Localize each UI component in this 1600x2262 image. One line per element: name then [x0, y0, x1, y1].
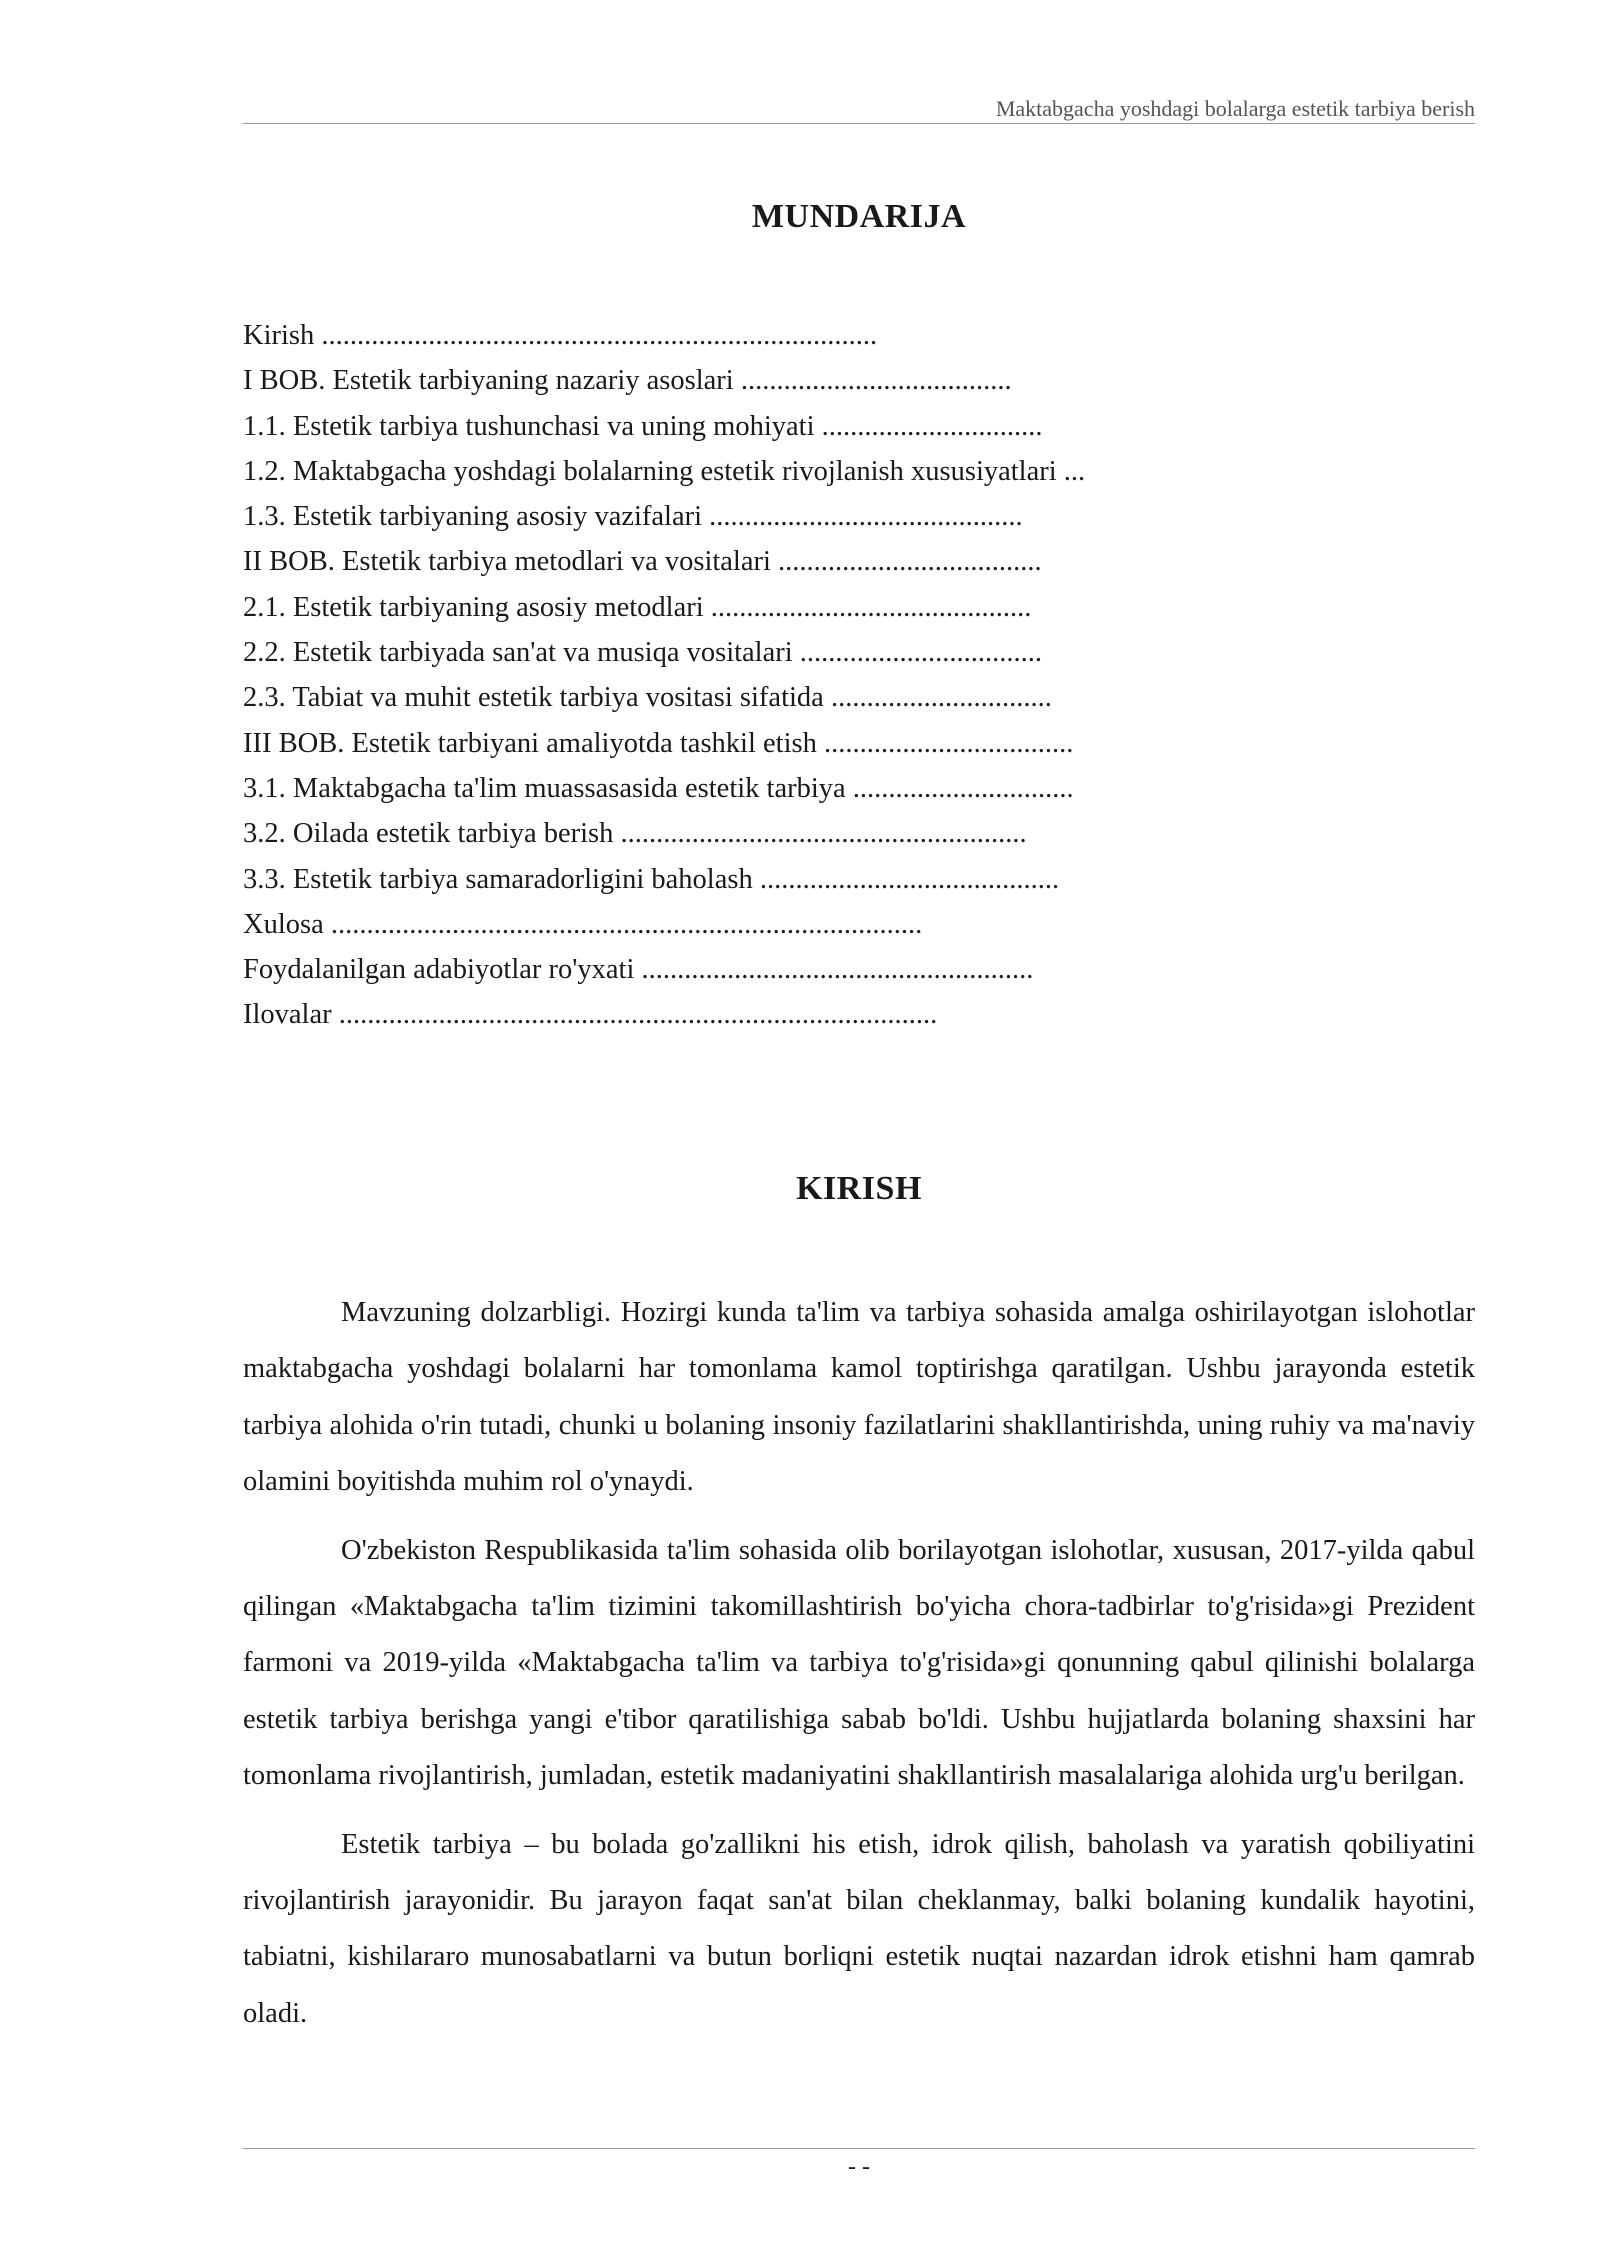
toc-item-3-3: 3.3. Estetik tarbiya samaradorligini baholash .......................................... — [243, 863, 1060, 895]
toc-item-references: Foydalanilgan adabiyotlar ro'yxati ....................................................... — [243, 954, 1034, 986]
toc-item-1-3: 1.3. Estetik tarbiyaning asosiy vazifalari ............................................ — [243, 501, 1023, 533]
toc-item-xulosa: Xulosa ................................................................................... — [243, 908, 923, 940]
toc-item-3-2: 3.2. Oilada estetik tarbiya berish ......................................................... — [243, 818, 1027, 850]
toc-item-1-2: 1.2. Maktabgacha yoshdagi bolalarning estetik rivojlanish xususiyatlari ... — [243, 455, 1086, 487]
toc-item-kirish: Kirish .............................................................................. — [243, 320, 878, 351]
intro-paragraph: Estetik tarbiya – bu bolada go'zallikni his etish, idrok qilish, baholash va yaratish qobiliyatini rivojlantirish jarayonidir. Bu jarayon faqat san'at bilan cheklanmay, balki bolaning kundalik hayotini, tabiatni, kishilararo munosabatlarni va butun borliqni estetik nuqtai nazardan idrok etishni ham qamrab oladi. — [243, 1828, 1475, 2029]
toc-item-2-3: 2.3. Tabiat va muhit estetik tarbiya vositasi sifatida ............................... — [243, 682, 1052, 714]
toc-title: MUNDARIJA — [751, 198, 967, 235]
toc-item-appendices: Ilovalar .................................................................................... — [243, 999, 938, 1031]
intro-body — [243, 1285, 1475, 2054]
intro-paragraph: Mavzuning dolzarbligi. Hozirgi kunda ta'lim va tarbiya sohasida amalga oshirilayotgan islohotlar maktabgacha yoshdagi bolalarni har tomonlama kamol toptirishga qaratilgan. Ushbu jarayonda estetik tarbiya alohida o'rin tutadi, chunki u bolaning insoniy fazilatlarini shakllantirishda, uning ruhiy va ma'naviy olamini boyitishda muhim rol o'ynaydi. — [243, 1297, 1475, 1498]
running-header: Maktabgacha yoshdagi bolalarga estetik tarbiya berish — [243, 94, 1475, 124]
section-title-kirish: KIRISH — [796, 1170, 922, 1207]
toc-item-2-1: 2.1. Estetik tarbiyaning asosiy metodlari ............................................. — [243, 591, 1032, 623]
table-of-contents — [243, 313, 1475, 1038]
toc-item-chapter-1: I BOB. Estetik tarbiyaning nazariy asoslari ...................................... — [243, 365, 1012, 397]
toc-item-2-2: 2.2. Estetik tarbiyada san'at va musiqa vositalari .................................. — [243, 637, 1043, 669]
footer-rule — [243, 2148, 1475, 2149]
toc-item-1-1: 1.1. Estetik tarbiya tushunchasi va uning mohiyati ............................... — [243, 410, 1043, 442]
toc-item-3-1: 3.1. Maktabgacha ta'lim muassasasida estetik tarbiya ............................... — [243, 772, 1074, 804]
toc-item-chapter-2: II BOB. Estetik tarbiya metodlari va vositalari ..................................... — [243, 546, 1042, 578]
page-number: - - — [848, 2154, 870, 2180]
intro-paragraph: O'zbekiston Respublikasida ta'lim sohasida olib borilayotgan islohotlar, xususan, 2017-yilda qabul qilingan «Maktabgacha ta'lim tizimini takomillashtirish bo'yicha chora-tadbirlar to'g'risida»gi Prezident farmoni va 2019-yilda «Maktabgacha ta'lim va tarbiya to'g'risida»gi qonunning qabul qilinishi bolalarga estetik tarbiya berishga yangi e'tibor qaratilishiga sabab bo'ldi. Ushbu hujjatlarda bolaning shaxsini har tomonlama rivojlantirish, jumladan, estetik madaniyatini shakllantirish masalalariga alohida urg'u berilgan. — [243, 1534, 1475, 1792]
toc-item-chapter-3: III BOB. Estetik tarbiyani amaliyotda tashkil etish ................................... — [243, 727, 1074, 759]
